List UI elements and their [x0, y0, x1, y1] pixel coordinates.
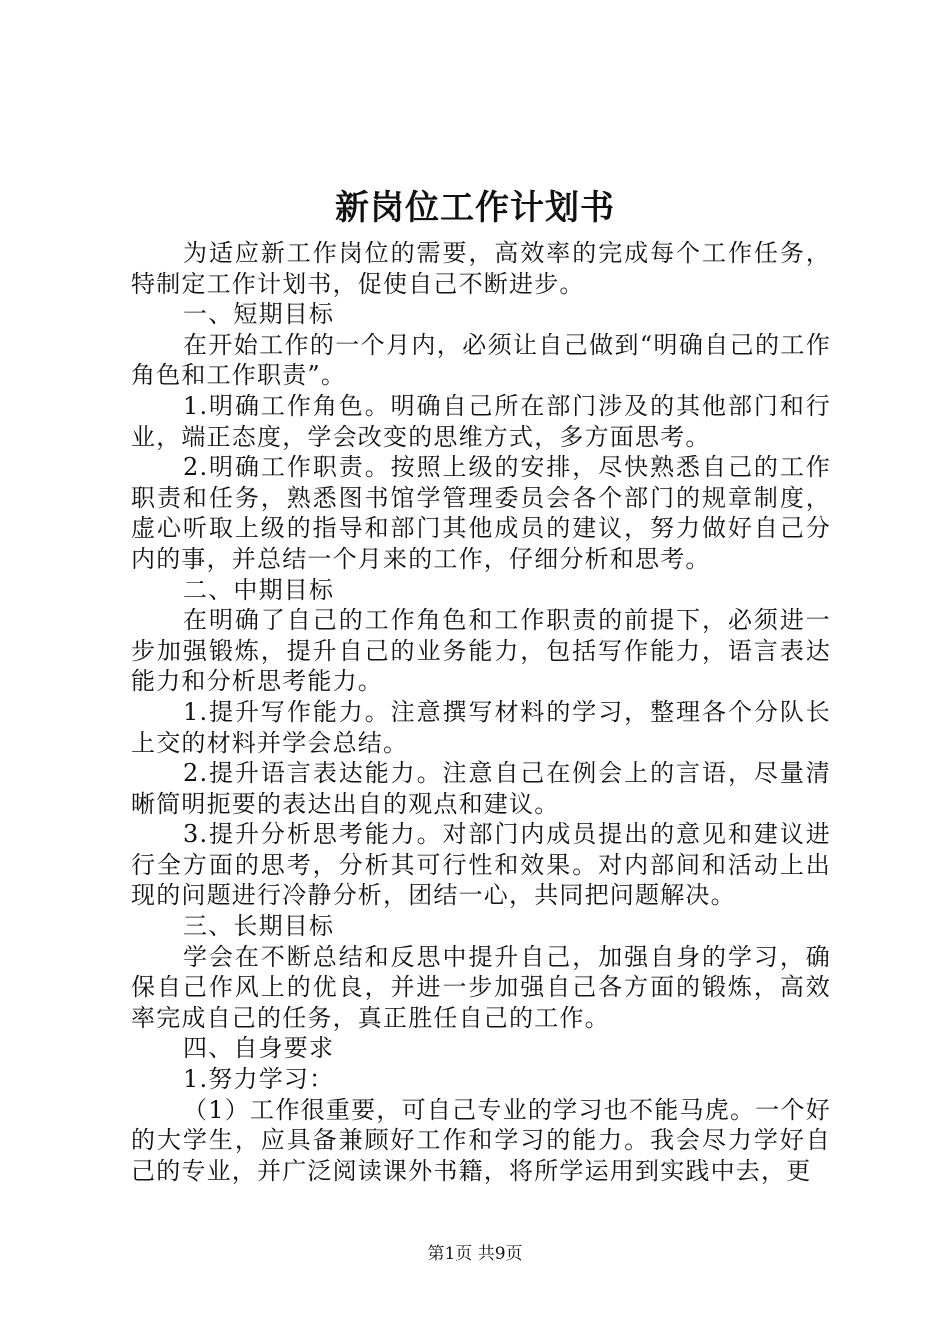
document-body: [131, 238, 831, 1186]
paragraph-requirement-1-detail: （1）工作很重要，可自己专业的学习也不能马虎。一个好的大学生，应具备兼顾好工作和学习的能力。我会尽力学好自己的专业，并广泛阅读课外书籍，将所学运用到实践中去，更: [131, 1095, 831, 1185]
paragraph-short-term-item-2: 2.明确工作职责。按照上级的安排，尽快熟悉自己的工作职责和任务，熟悉图书馆学管理委员会各个部门的规章制度，虚心听取上级的指导和部门其他成员的建议，努力做好自己分内的事，并总结一个月来的工作，仔细分析和思考。: [131, 453, 831, 573]
section-heading-short-term: 一、短期目标: [183, 300, 335, 329]
page-footer: 第1页 共9页: [427, 1244, 523, 1264]
section-heading-self-requirements: 四、自身要求: [183, 1034, 335, 1063]
paragraph-mid-term-item-2: 2.提升语言表达能力。注意自己在例会上的言语，尽量清晰简明扼要的表达出自的观点和建议。: [131, 759, 831, 818]
paragraph-intro: 为适应新工作岗位的需要，高效率的完成每个工作任务，特制定工作计划书，促使自己不断进步。: [131, 239, 831, 298]
paragraph-mid-term-item-1: 1.提升写作能力。注意撰写材料的学习，整理各个分队长上交的材料并学会总结。: [131, 697, 831, 757]
paragraph-short-term-item-1: 1.明确工作角色。明确自己所在部门涉及的其他部门和行业，端正态度，学会改变的思维方式，多方面思考。: [131, 391, 831, 451]
paragraph-mid-term-intro: 在明确了自己的工作角色和工作职责的前提下，必须进一步加强锻炼，提升自己的业务能力，包括写作能力，语言表达能力和分析思考能力。: [131, 606, 831, 696]
document-title: 新岗位工作计划书: [335, 188, 615, 228]
section-heading-mid-term: 二、中期目标: [183, 575, 335, 604]
paragraph-mid-term-item-3: 3.提升分析思考能力。对部门内成员提出的意见和建议进行全方面的思考，分析其可行性和效果。对内部间和活动上出现的问题进行冷静分析，团结一心，共同把问题解决。: [131, 820, 831, 910]
paragraph-short-term-intro: 在开始工作的一个月内，必须让自己做到“明确自己的工作角色和工作职责”。: [131, 330, 831, 390]
paragraph-long-term: 学会在不断总结和反思中提升自己，加强自身的学习，确保自己作风上的优良，并进一步加强自己各方面的锻炼，高效率完成自己的任务，真正胜任自己的工作。: [131, 942, 831, 1032]
paragraph-requirement-1: 1.努力学习：: [183, 1065, 335, 1094]
section-heading-long-term: 三、长期目标: [183, 912, 335, 941]
